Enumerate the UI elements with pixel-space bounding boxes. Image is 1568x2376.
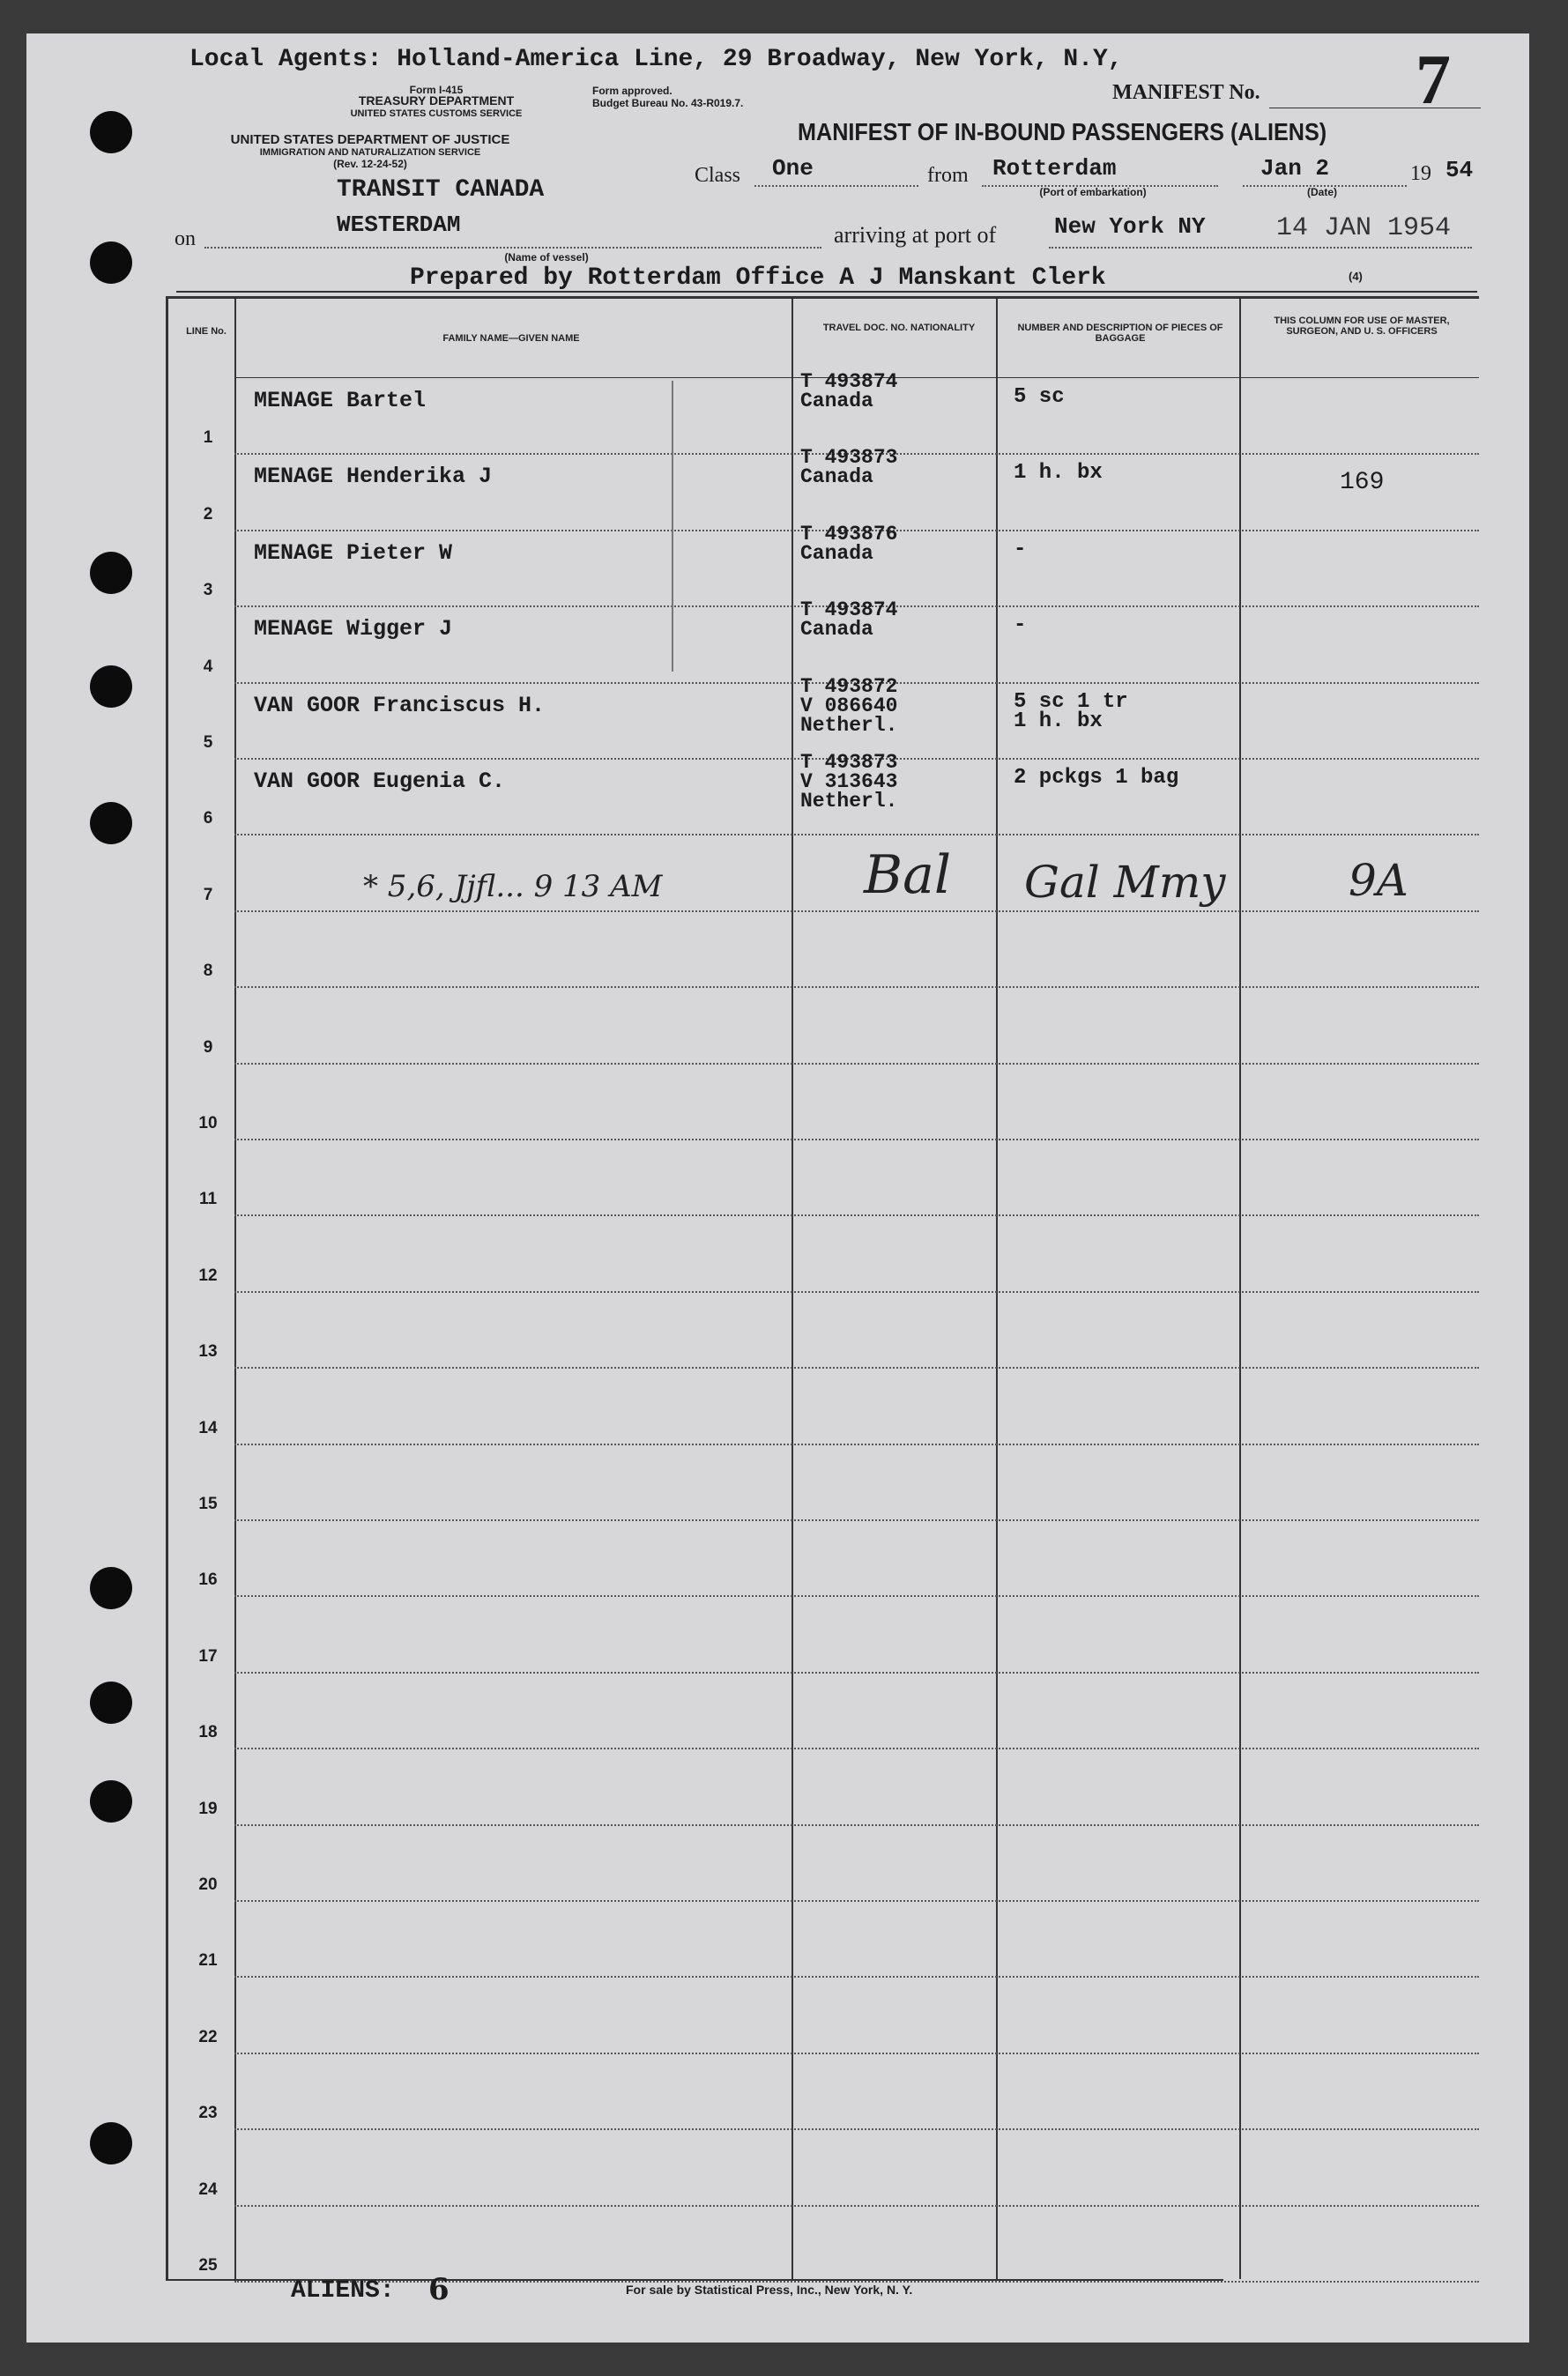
year-suffix: 54 xyxy=(1445,157,1474,183)
row-number: 1 xyxy=(203,428,213,448)
row-number: 22 xyxy=(198,2027,218,2046)
row-number: 2 xyxy=(203,504,213,523)
arrival-port: New York NY xyxy=(1054,213,1206,240)
officer-note: 169 xyxy=(1340,469,1385,497)
binder-hole xyxy=(90,802,132,844)
agents-line: Local Agents: Holland-America Line, 29 Broadway, New York, N.Y, xyxy=(189,46,1123,73)
row-number: 24 xyxy=(198,2179,218,2199)
row-number: 16 xyxy=(198,1570,218,1590)
baggage-description-2: 1 h. bx xyxy=(1014,709,1103,733)
rev-line: (Rev. 12-24-52) xyxy=(333,158,407,170)
baggage-description: 5 sc 1 tr xyxy=(1014,689,1128,714)
row7-signature-initials: Bal xyxy=(864,844,952,906)
table-col-divider-bag xyxy=(1239,296,1241,2279)
date-caption: (Date) xyxy=(1306,186,1337,198)
row-rule xyxy=(234,1444,1479,1445)
row-rule xyxy=(234,2205,1479,2207)
row-number: 14 xyxy=(198,1418,218,1437)
row-number: 10 xyxy=(198,1114,218,1132)
vessel-caption: (Name of vessel) xyxy=(504,251,589,264)
binder-hole xyxy=(90,552,132,594)
row-rule xyxy=(234,1519,1479,1521)
row7-signature-code: 9A xyxy=(1349,855,1408,906)
prepared-by: Prepared by Rotterdam Office A J Manskant Clerk xyxy=(410,264,1106,292)
customs-service: UNITED STATES CUSTOMS SERVICE xyxy=(350,108,523,119)
binder-hole xyxy=(90,665,132,708)
baggage-description: - xyxy=(1014,613,1027,638)
form-approved: Form approved. xyxy=(592,85,673,97)
travel-doc-number: T 493873 xyxy=(800,751,898,774)
baggage-description: 2 pckgs 1 bag xyxy=(1014,766,1179,790)
row-number: 25 xyxy=(198,2256,218,2275)
aliens-value: 6 xyxy=(428,2272,450,2307)
baggage-description: 5 sc xyxy=(1014,385,1065,409)
row-rule xyxy=(234,1139,1479,1140)
row-number: 7 xyxy=(203,885,213,904)
row-number: 15 xyxy=(198,1495,218,1513)
table-left-border xyxy=(166,296,168,2279)
col-header-line-no: LINE No. xyxy=(186,326,227,337)
row-number: 20 xyxy=(198,1875,218,1894)
row7-signature: Gal Mmy xyxy=(1024,857,1226,908)
manifest-no-value: 7 xyxy=(1416,41,1451,119)
row-number: 19 xyxy=(198,1799,218,1818)
manifest-page xyxy=(26,33,1529,2343)
travel-doc-number: T 493872 xyxy=(800,674,898,698)
row-number: 4 xyxy=(203,657,213,676)
arrival-underline xyxy=(1049,247,1472,249)
row-rule xyxy=(234,1900,1479,1902)
row-rule xyxy=(234,1824,1479,1826)
passenger-name: MENAGE Henderika J xyxy=(254,464,493,490)
binder-hole xyxy=(90,111,132,153)
passenger-name: VAN GOOR Franciscus H. xyxy=(254,692,546,718)
travel-doc-nationality: Canada xyxy=(800,618,873,642)
row-number: 12 xyxy=(198,1266,218,1285)
col-header-name: FAMILY NAME—GIVEN NAME xyxy=(442,333,580,344)
from-label: from xyxy=(927,164,969,187)
col-header-officers: THIS COLUMN FOR USE OF MASTER, SURGEON, AND U. S. OFFICERS xyxy=(1274,316,1450,337)
row-rule xyxy=(234,1595,1479,1597)
pencil-mark xyxy=(672,381,673,672)
manifest-title: MANIFEST OF IN-BOUND PASSENGERS (ALIENS) xyxy=(798,118,1327,145)
row-number: 11 xyxy=(198,1190,218,1209)
budget-bureau: Budget Bureau No. 43-R019.7. xyxy=(592,97,744,109)
binder-hole xyxy=(90,1567,132,1609)
row-rule xyxy=(234,1672,1479,1674)
row-rule xyxy=(234,910,1479,912)
passenger-name: MENAGE Bartel xyxy=(254,388,427,413)
travel-doc-number: T 493874 xyxy=(800,370,898,393)
year-prefix: 19 xyxy=(1410,162,1431,185)
travel-doc-nationality: Canada xyxy=(800,541,873,565)
ins-line: IMMIGRATION AND NATURALIZATION SERVICE xyxy=(259,147,481,158)
vessel-value: WESTERDAM xyxy=(337,212,461,238)
row-number: 13 xyxy=(198,1342,218,1362)
binder-hole xyxy=(90,1780,132,1823)
travel-doc-nationality: V 313643 xyxy=(800,770,898,793)
travel-doc-number: T 493876 xyxy=(800,522,898,546)
row-rule xyxy=(234,1367,1479,1369)
row-rule xyxy=(234,834,1479,835)
printer-line: For sale by Statistical Press, Inc., New York, N. Y. xyxy=(626,2283,913,2297)
baggage-description: 1 h. bx xyxy=(1014,461,1103,486)
passenger-name: MENAGE Pieter W xyxy=(254,539,453,566)
row-rule xyxy=(234,1214,1479,1216)
travel-doc-nationality: V 086640 xyxy=(800,694,898,717)
binder-hole xyxy=(90,2122,132,2164)
travel-doc-number: T 493874 xyxy=(800,598,898,622)
arriving-label: arriving at port of xyxy=(834,222,997,248)
table-top-border xyxy=(166,296,1479,299)
row-number: 6 xyxy=(203,809,213,828)
treasury-dept: TREASURY DEPARTMENT xyxy=(358,93,515,108)
travel-doc-extra: Netherl. xyxy=(800,790,898,813)
class-label: Class xyxy=(695,164,741,187)
travel-doc-extra: Netherl. xyxy=(800,713,898,737)
col-header-travel-doc: TRAVEL DOC. NO. NATIONALITY xyxy=(822,323,976,333)
class-underline xyxy=(754,185,918,187)
row-rule xyxy=(234,986,1479,988)
travel-doc-nationality: Canada xyxy=(800,390,873,412)
transit-canada: TRANSIT CANADA xyxy=(337,176,545,204)
row-number: 18 xyxy=(198,1723,218,1742)
col-header-baggage: NUMBER AND DESCRIPTION OF PIECES OF BAGGAGE xyxy=(1017,323,1223,344)
binder-hole xyxy=(90,1682,132,1724)
vessel-underline xyxy=(204,247,821,249)
baggage-description: - xyxy=(1014,537,1027,561)
row-number: 21 xyxy=(198,1951,218,1971)
row-rule xyxy=(234,2128,1479,2130)
row-number: 23 xyxy=(198,2104,218,2123)
row-rule xyxy=(234,1291,1479,1293)
row-number: 3 xyxy=(203,581,213,600)
row-rule xyxy=(234,1748,1479,1749)
aliens-label: ALIENS: xyxy=(291,2277,395,2305)
passenger-name: MENAGE Wigger J xyxy=(254,616,453,642)
passenger-name: VAN GOOR Eugenia C. xyxy=(254,768,506,794)
arrival-stamp: 14 JAN 1954 xyxy=(1276,213,1452,243)
row7-handwritten-note: * 5,6, Jjfl... 9 13 AM xyxy=(363,869,663,904)
row-rule xyxy=(234,1063,1479,1065)
binder-hole xyxy=(90,241,132,284)
table-col-divider-name xyxy=(791,296,793,2279)
row-number: 8 xyxy=(203,962,213,981)
row-rule xyxy=(234,2053,1479,2054)
row-number: 17 xyxy=(198,1646,218,1666)
row-number: 5 xyxy=(203,733,213,752)
doj-line: UNITED STATES DEPARTMENT OF JUSTICE xyxy=(230,132,510,147)
footnote-marker: (4) xyxy=(1349,270,1363,283)
prepared-underline xyxy=(176,291,1477,293)
travel-doc-nationality: Canada xyxy=(800,465,873,489)
form-number: Form I-415 xyxy=(409,84,464,96)
row-number: 9 xyxy=(203,1037,213,1057)
from-value: Rotterdam xyxy=(992,155,1117,182)
travel-doc-number: T 493873 xyxy=(800,446,898,470)
row-rule xyxy=(234,1976,1479,1978)
on-label: on xyxy=(175,227,196,250)
date-value: Jan 2 xyxy=(1260,155,1330,182)
class-value: One xyxy=(772,155,814,182)
port-embark-caption: (Port of embarkation) xyxy=(1039,186,1147,198)
manifest-no-label: MANIFEST No. xyxy=(1112,81,1260,104)
table-col-divider-doc xyxy=(996,296,998,2279)
